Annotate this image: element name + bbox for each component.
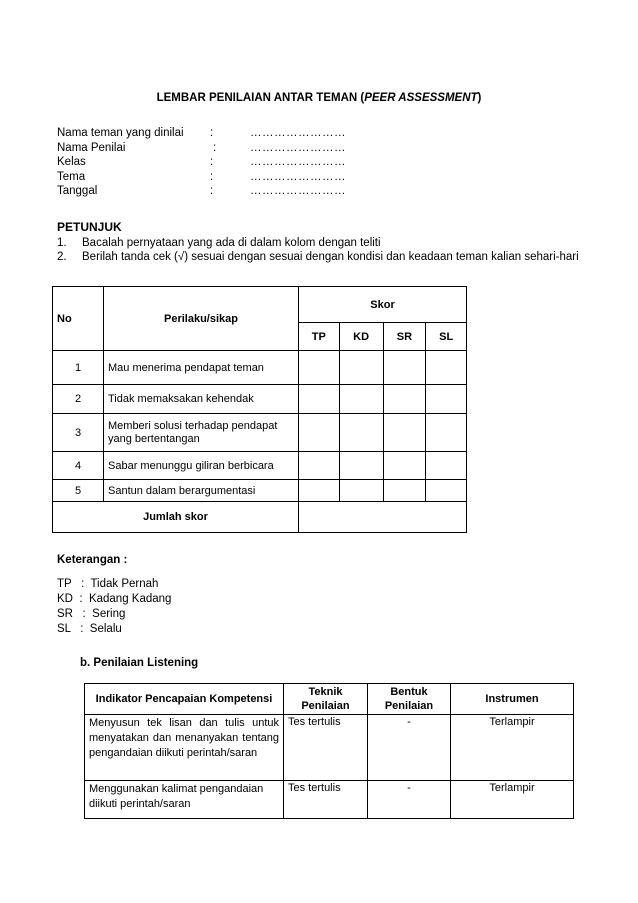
total-cell[interactable] xyxy=(299,502,467,533)
table-row: 1 Mau menerima pendapat teman xyxy=(53,351,467,385)
score-cell[interactable] xyxy=(299,452,340,480)
page-title: LEMBAR PENILAIAN ANTAR TEMAN (PEER ASSESSMENT) xyxy=(156,92,482,104)
header-form: Bentuk Penilaian xyxy=(368,684,451,715)
score-cell[interactable] xyxy=(383,414,426,452)
peer-assessment-table xyxy=(52,286,467,533)
score-cell[interactable] xyxy=(426,452,467,480)
legend-item: SL : Selalu xyxy=(57,623,122,635)
header-sr: SR xyxy=(383,323,426,351)
score-cell[interactable] xyxy=(426,351,467,385)
total-label: Jumlah skor xyxy=(53,502,299,533)
score-cell[interactable] xyxy=(299,385,340,414)
listening-table xyxy=(84,683,574,819)
score-cell[interactable] xyxy=(426,385,467,414)
table-row: 2 Tidak memaksakan kehendak xyxy=(53,385,467,414)
score-cell[interactable] xyxy=(383,480,426,502)
score-cell[interactable] xyxy=(299,480,340,502)
instruction-item: 2. Berilah tanda cek (√) sesuai dengan sesuai dengan kondisi dan keadaan teman kalian sehari-hari xyxy=(57,251,579,263)
header-behavior: Perilaku/sikap xyxy=(104,287,299,351)
score-cell[interactable] xyxy=(339,480,383,502)
legend-heading: Keterangan : xyxy=(57,554,128,566)
listening-heading: b. Penilaian Listening xyxy=(80,657,199,669)
score-cell[interactable] xyxy=(383,351,426,385)
instruction-item: 1. Bacalah pernyataan yang ada di dalam kolom dengan teliti xyxy=(57,237,381,249)
instructions-heading: PETUNJUK xyxy=(57,220,122,234)
score-cell[interactable] xyxy=(426,480,467,502)
score-cell[interactable] xyxy=(339,385,383,414)
header-indicator: Indikator Pencapaian Kompetensi xyxy=(85,684,284,715)
score-cell[interactable] xyxy=(339,452,383,480)
instructions-list xyxy=(57,236,587,264)
header-tp: TP xyxy=(299,323,340,351)
score-cell[interactable] xyxy=(339,351,383,385)
score-cell[interactable] xyxy=(299,351,340,385)
header-instrument: Instrumen xyxy=(451,684,574,715)
score-cell[interactable] xyxy=(299,414,340,452)
blank-line: …………………… xyxy=(250,141,346,154)
total-row xyxy=(53,502,467,533)
score-cell[interactable] xyxy=(339,414,383,452)
header-score: Skor xyxy=(299,287,467,323)
header-kd: KD xyxy=(339,323,383,351)
score-cell[interactable] xyxy=(383,452,426,480)
score-cell[interactable] xyxy=(426,414,467,452)
table-row: 4 Sabar menunggu giliran berbicara xyxy=(53,452,467,480)
score-cell[interactable] xyxy=(383,385,426,414)
blank-line: …………………… xyxy=(250,185,346,197)
legend-item: KD : Kadang Kadang xyxy=(57,593,172,605)
header-no: No xyxy=(53,287,104,351)
blank-line: …………………… xyxy=(250,170,346,183)
table-row: Menggunakan kalimat pengandaian diikuti perintah/saran Tes tertulis - Terlampir xyxy=(85,781,574,819)
legend-item: SR : Sering xyxy=(57,608,126,620)
header-technique: Teknik Penilaian xyxy=(284,684,368,715)
legend-item: TP : Tidak Pernah xyxy=(57,578,159,590)
table-row: 5 Santun dalam berargumentasi xyxy=(53,480,467,502)
header-sl: SL xyxy=(426,323,467,351)
table-row: Menyusun tek lisan dan tulis untuk menyatakan dan menanyakan tentang pengandaian diikuti perintah/saran Tes tertulis - Terlampir xyxy=(85,715,574,781)
blank-line: …………………… xyxy=(250,127,346,139)
legend-list xyxy=(57,577,171,637)
blank-line: …………………… xyxy=(250,156,346,168)
table-row: 3 Memberi solusi terhadap pendapat yang bertentangan xyxy=(53,414,467,452)
